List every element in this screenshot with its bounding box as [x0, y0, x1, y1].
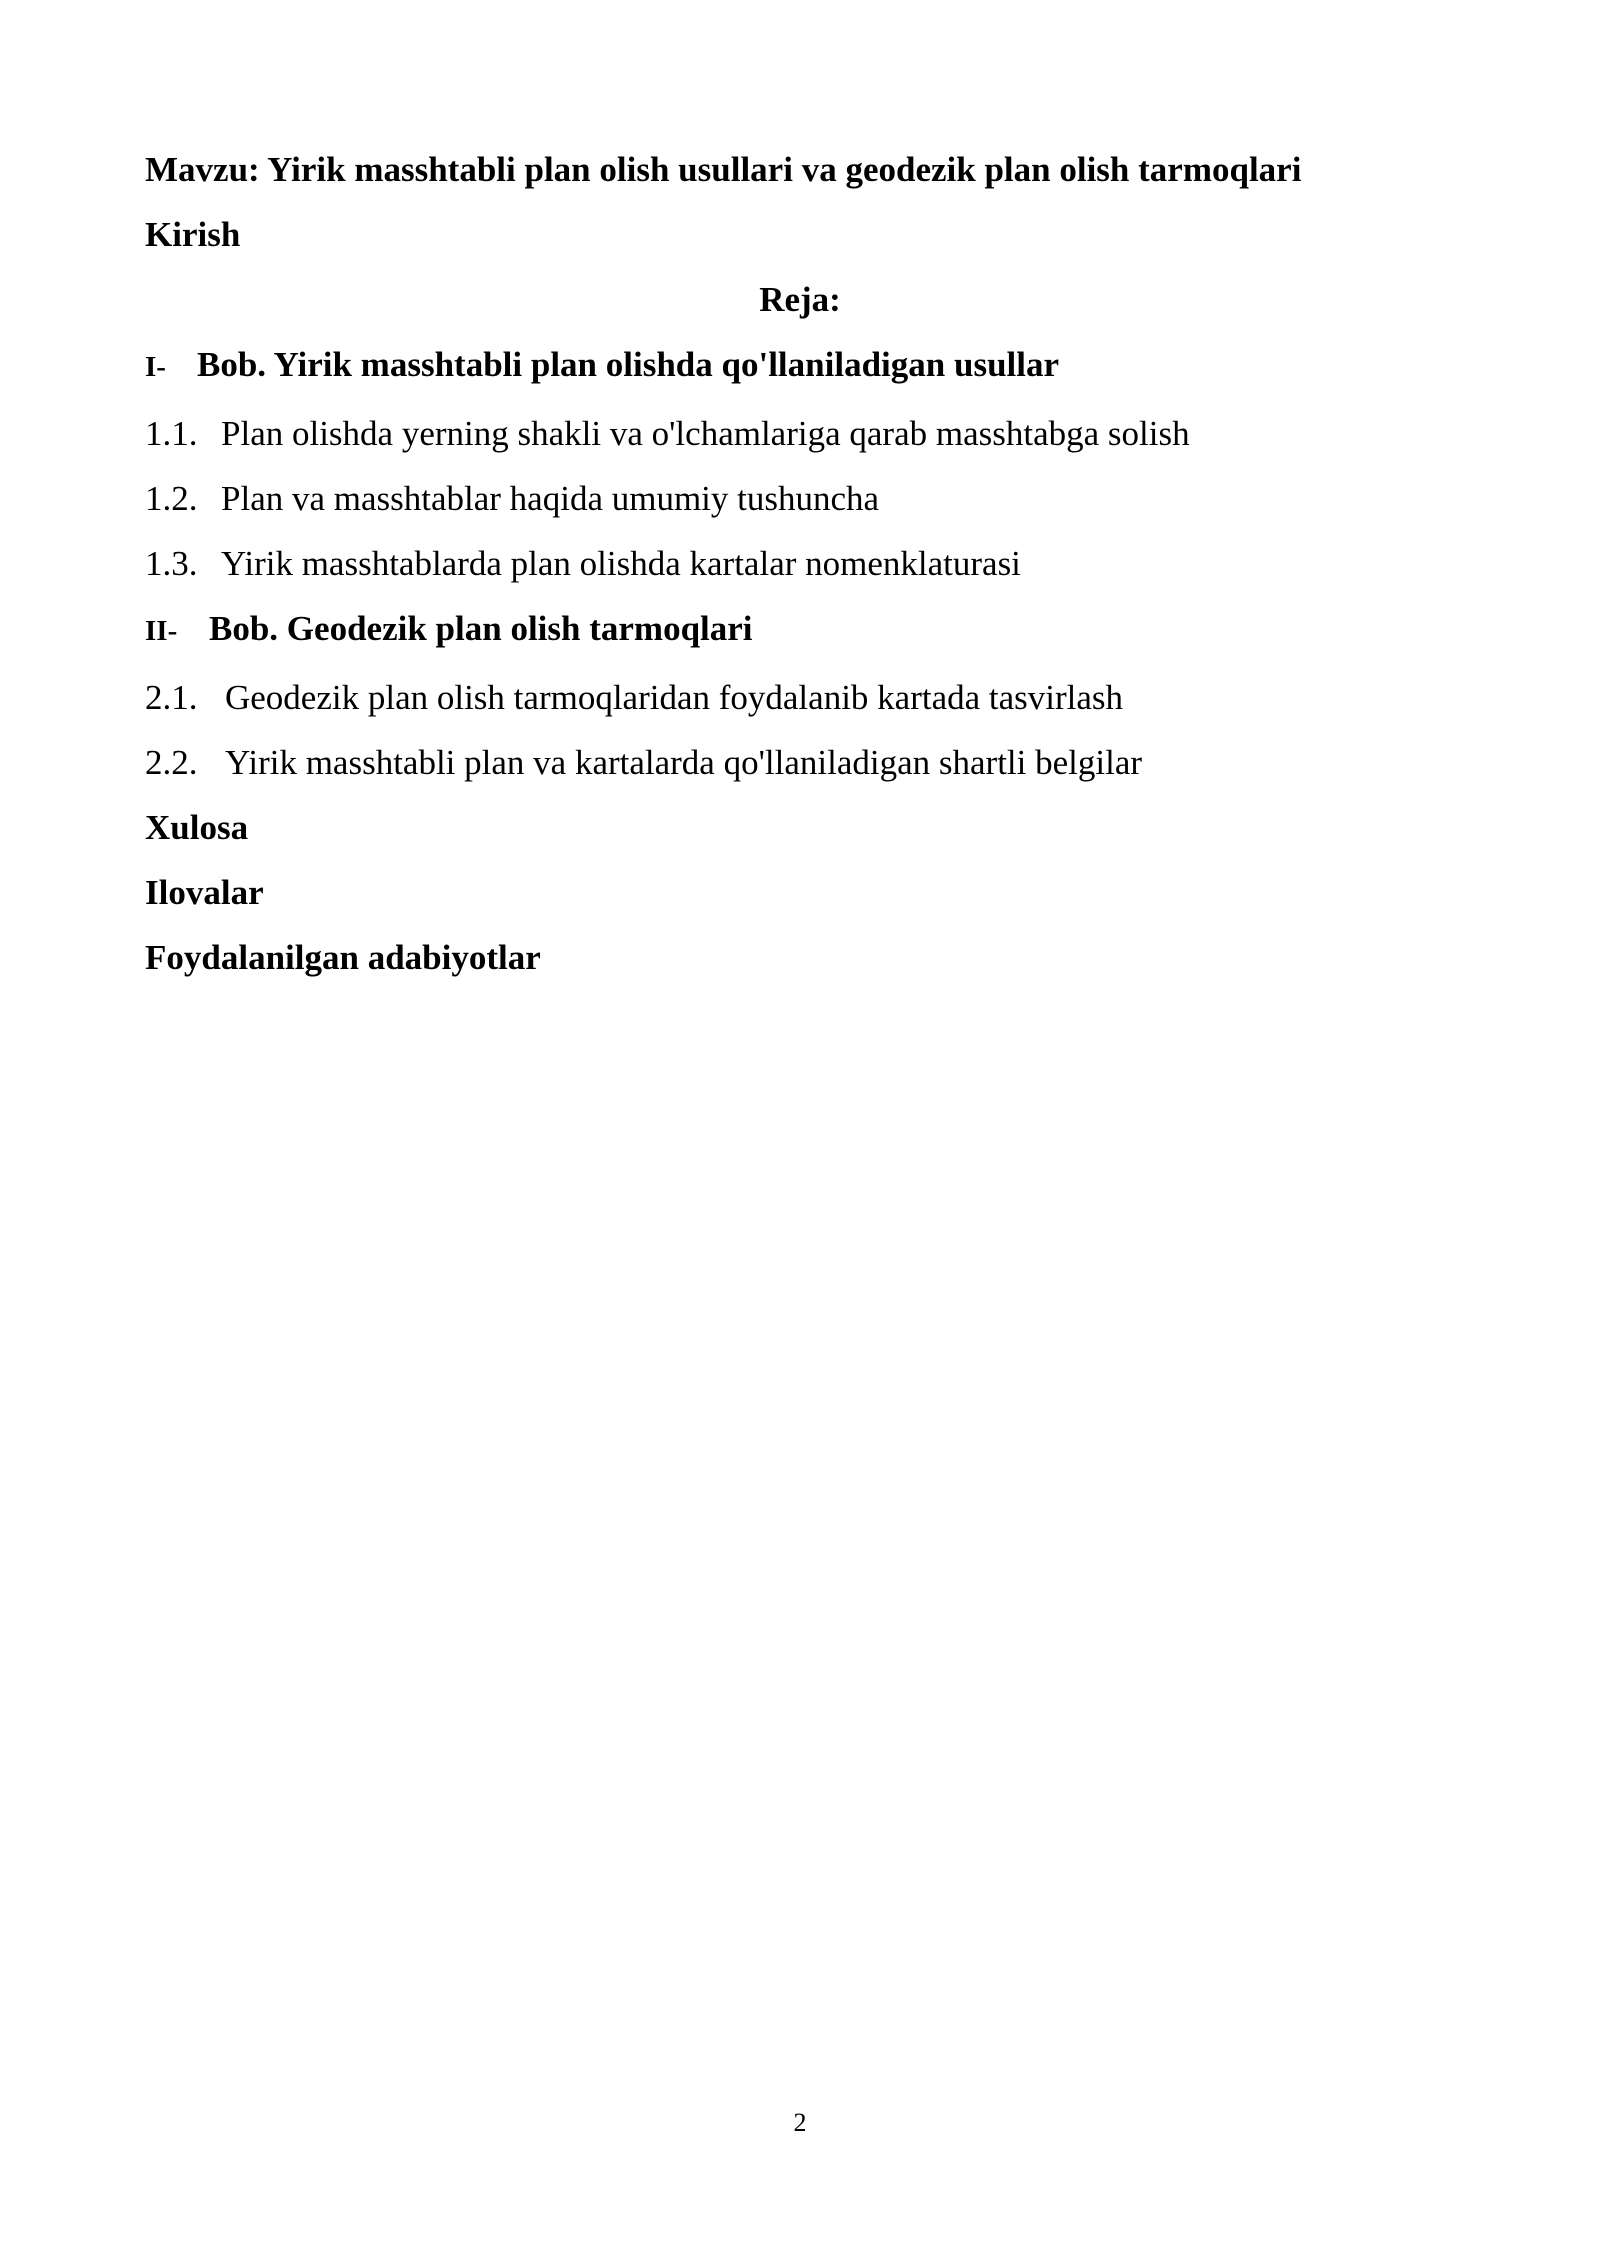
chapter-1-heading [145, 343, 1059, 389]
section-number: 1.2. [145, 479, 198, 518]
intro-heading: Kirish [145, 215, 241, 254]
section-text: Yirik masshtablarda plan olishda kartalar nomenklaturasi [221, 544, 1021, 583]
section-1-2 [145, 477, 879, 521]
conclusion-heading: Xulosa [145, 808, 249, 847]
chapter-2-numeral: II- [145, 615, 178, 647]
section-text: Plan va masshtablar haqida umumiy tushuncha [221, 479, 880, 518]
section-number: 2.1. [145, 678, 198, 717]
section-number: 1.1. [145, 414, 198, 453]
appendices-heading: Ilovalar [145, 873, 264, 912]
chapter-2-heading [145, 607, 753, 653]
page-number: 2 [793, 2108, 807, 2137]
section-text: Geodezik plan olish tarmoqlaridan foydalanib kartada tasvirlash [225, 678, 1124, 717]
section-number: 1.3. [145, 544, 198, 583]
section-text: Yirik masshtabli plan va kartalarda qo'llaniladigan shartli belgilar [225, 743, 1143, 782]
section-text: Plan olishda yerning shakli va o'lchamlariga qarab masshtabga solish [221, 414, 1190, 453]
section-number: 2.2. [145, 743, 198, 782]
section-1-3 [145, 542, 1021, 586]
plan-heading: Reja: [759, 280, 841, 319]
chapter-2-title: Bob. Geodezik plan olish tarmoqlari [209, 609, 753, 648]
chapter-1-numeral: I- [145, 351, 166, 383]
chapter-1-title: Bob. Yirik masshtabli plan olishda qo'llaniladigan usullar [197, 345, 1060, 384]
topic-title: Mavzu: Yirik masshtabli plan olish usullari va geodezik plan olish tarmoqlari [145, 150, 1302, 189]
section-2-1 [145, 676, 1123, 720]
references-heading: Foydalanilgan adabiyotlar [145, 938, 541, 977]
section-1-1 [145, 412, 1190, 456]
section-2-2 [145, 741, 1142, 785]
